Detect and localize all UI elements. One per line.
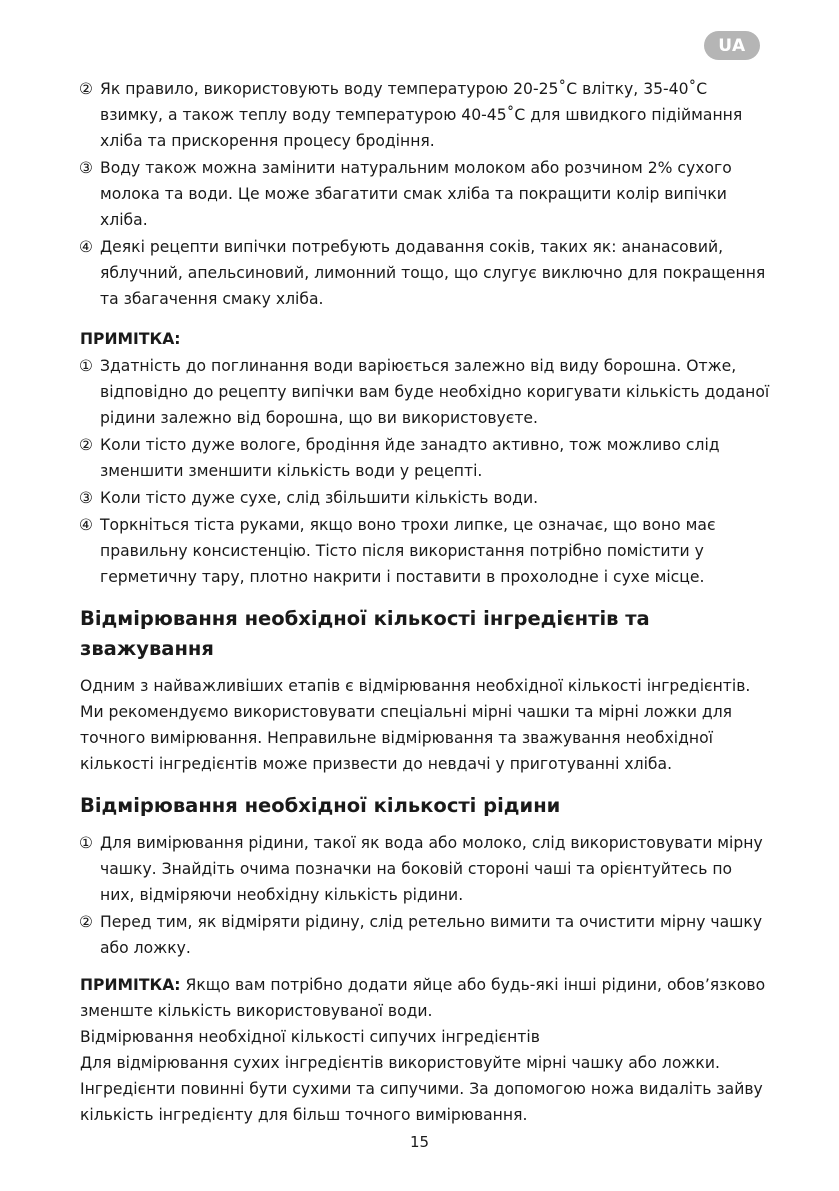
list-item xyxy=(80,909,770,961)
section-heading-measuring: Відмірювання необхідної кількості інгредієнтів та зважування xyxy=(80,607,650,660)
item-text: Коли тісто дуже сухе, слід збільшити кількість води. xyxy=(100,489,539,507)
item-text: Деякі рецепти випічки потребують додавання соків, таких як: ананасовий, яблучний, апельсиновий, лимонний тощо, що слугує виключно для покращення та збагачення смаку хліба. xyxy=(100,238,766,308)
item-number: ① xyxy=(79,357,93,375)
item-number: ③ xyxy=(79,159,93,177)
dry-paragraph: Для відмірювання сухих інгредієнтів використовуйте мірні чашку або ложки. Інгредієнти повинні бути сухими та сипучими. За допомогою ножа видаліть зайву кількість інгредієнту для більш точного вимірювання. xyxy=(80,1054,763,1124)
item-text: Воду також можна замінити натуральним молоком або розчином 2% сухого молока та води. Це може збагатити смак хліба та покращити колір випічки хліба. xyxy=(100,159,732,229)
list-item xyxy=(80,76,770,154)
list-item xyxy=(80,830,770,908)
section-heading-liquid: Відмірювання необхідної кількості рідини xyxy=(80,794,561,817)
list-item xyxy=(80,155,770,233)
water-list xyxy=(80,76,770,312)
note-list xyxy=(80,353,770,590)
list-item xyxy=(80,234,770,312)
dry-subheading: Відмірювання необхідної кількості сипучих інгредієнтів xyxy=(80,1028,540,1046)
item-number: ③ xyxy=(79,489,93,507)
list-item xyxy=(80,353,770,431)
list-item xyxy=(80,432,770,484)
liquid-list xyxy=(80,830,770,961)
item-text: Здатність до поглинання води варіюється залежно від виду борошна. Отже, відповідно до рецепту випічки вам буде необхідно коригувати кількість доданої рідини залежно від борошна, що ви використовуєте. xyxy=(100,357,770,427)
note-paragraph xyxy=(80,972,770,1024)
item-number: ② xyxy=(79,913,93,931)
list-item xyxy=(80,485,770,511)
note-title: ПРИМІТКА: xyxy=(80,330,181,348)
item-text: Для вимірювання рідини, такої як вода або молоко, слід використовувати мірну чашку. Знайдіть очима позначки на боковій стороні чаші та орієнтуйтесь по них, відміряючи необхідну кількість рідини. xyxy=(100,834,763,904)
page-number: 15 xyxy=(409,1133,430,1151)
page-content xyxy=(80,76,770,1128)
list-item xyxy=(80,512,770,590)
item-text: Коли тісто дуже вологе, бродіння йде занадто активно, тож можливо слід зменшити зменшити кількість води у рецепті. xyxy=(100,436,720,480)
item-number: ④ xyxy=(79,238,93,256)
measuring-paragraph: Одним з найважливіших етапів є відмірювання необхідної кількості інгредієнтів. Ми рекомендуємо використовувати спеціальні мірні чашки та мірні ложки для точного вимірювання. Неправильне відмірювання та зважування необхідної кількості інгредієнтів може призвести до невдачі у приготуванні хліба. xyxy=(80,677,751,773)
note-label: ПРИМІТКА: xyxy=(80,976,181,994)
item-number: ② xyxy=(79,436,93,454)
item-number: ① xyxy=(79,834,93,852)
item-text: Торкніться тіста руками, якщо воно трохи липке, це означає, що воно має правильну консистенцію. Тісто після використання потрібно помістити у герметичну тару, плотно накрити і поставити в прохолодне і сухе місце. xyxy=(100,516,716,586)
item-text: Як правило, використовують воду температурою 20-25˚C влітку, 35-40˚C взимку, а також теплу воду температурою 40-45˚C для швидкого підіймання хліба та прискорення процесу бродіння. xyxy=(100,80,743,150)
item-number: ② xyxy=(79,80,93,98)
note-text: Якщо вам потрібно додати яйце або будь-які інші рідини, обов’язково зменште кількість використовуваної води. xyxy=(80,976,766,1020)
item-number: ④ xyxy=(79,516,93,534)
item-text: Перед тим, як відміряти рідину, слід ретельно вимити та очистити мірну чашку або ложку. xyxy=(100,913,763,957)
language-badge: UA xyxy=(704,31,760,60)
